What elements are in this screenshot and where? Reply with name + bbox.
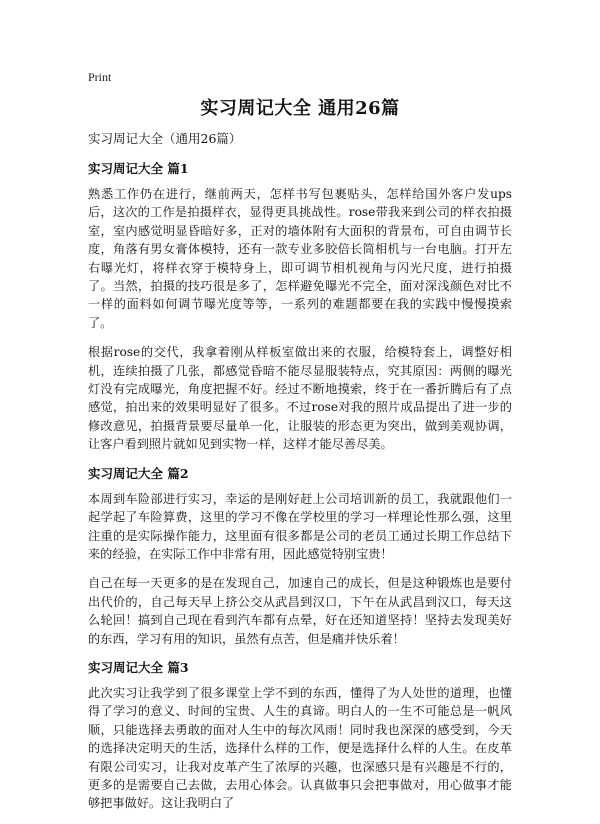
paragraph: 熟悉工作仍在进行，继前两天，怎样书写包裹贴头，怎样给国外客户发ups后，这次的工作是拍摄样衣，显得更具挑战性。rose带我来到公司的样衣拍摄室，室内感觉明显昏暗好多，正对的墙体附有大面积的背景布，可自由调节长度，角落有男女膏体模特，还有一款专业多胶倍长筒相机与一台电脑。打开左右曝光灯，将样衣穿于模特身上，即可调节相机视角与闪光尺度，进行拍摄了。当然，拍摄的技巧很是多了，怎样避免曝光不完全，面对深浅颜色对比不一样的面料如何调节曝光度等等，一系列的难题都要在我的实践中慢慢摸索了。: [88, 187, 512, 330]
section-heading: 实习周记大全 篇3: [88, 659, 189, 675]
paragraph: 本周到车险部进行实习，幸运的是刚好赶上公司培训新的员工，我就跟他们一起学起了车险算费，这里的学习不像在学校里的学习一样理论性那么强，这里注重的是实际操作能力，这里面有很多都是公司的老员工通过长期工作总结下来的经验，在实际工作中非常有用，因此感觉特别宝贵！: [88, 491, 512, 561]
section-heading: 实习周记大全 篇1: [88, 161, 189, 176]
section-heading: 实习周记大全 篇2: [88, 465, 189, 481]
section-2: [88, 465, 512, 648]
paragraph: 自己在每一天更多的是在发现自己，加速自己的成长，但是这种锻炼也是要付出代价的，自己每天早上挤公交从武昌到汉口，下午在从武昌到汉口，每天这么轮回！搞到自己现在看到汽车都有点晕，好在还知道坚持！坚持去发现美好的东西，学习有用的知识，虽然有点苦，但是痛并快乐着！: [88, 576, 512, 646]
paragraph: 此次实习让我学到了很多课堂上学不到的东西，懂得了为人处世的道理，也懂得了学习的意义、时间的宝贵、人生的真谛。明白人的一生不可能总是一帆风顺，只能选择去勇敢的面对人生中的每次风雨！同时我也深深的感受到，今天的选择决定明天的生活，选择什么样的工作，便是选择什么样的人生。在皮革有限公司实习，让我对皮革产生了浓厚的兴趣，也深感只是有兴趣是不行的，更多的是需要自己去做，去用心体会。认真做事只会把事做对，用心做事才能够把事做好。这让我明白了: [88, 685, 512, 811]
document-body: [88, 130, 512, 824]
section-1: [88, 160, 512, 454]
section-3: [88, 659, 512, 813]
print-link[interactable]: Print: [88, 70, 112, 84]
page-title: 实习周记大全 通用26篇: [200, 98, 400, 119]
document-subtitle: 实习周记大全（通用26篇）: [88, 131, 242, 146]
paragraph: 根据rose的交代，我拿着刚从样板室做出来的衣服，给模特套上，调整好相机，连续拍摄了几张，都感觉昏暗不能尽显服装特点，究其原因：两侧的曝光灯没有完成曝光，角度把握不好。经过不断地摸索，终于在一番折腾后有了点感觉，拍出来的效果明显好了很多。不过rose对我的照片成品提出了进一步的修改意见，拍摄背景要尽量单一化，让服装的形态更为突出，做到美观协调，让客户看到照片就如见到实物一样，这样才能尽善尽美。: [88, 345, 512, 452]
